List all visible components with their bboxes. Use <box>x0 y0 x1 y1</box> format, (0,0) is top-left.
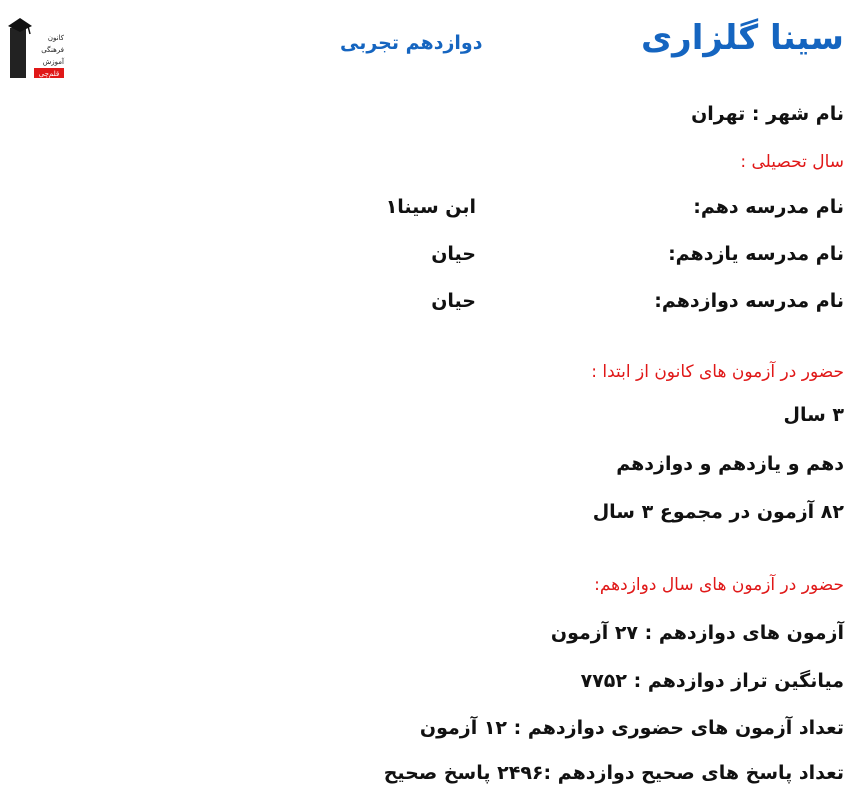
school-11-label: نام مدرسه یازدهم: <box>668 243 844 265</box>
academic-years-label: سال تحصیلی : <box>740 152 844 172</box>
student-name: سینا گلزاری <box>641 18 844 58</box>
school-12-label: نام مدرسه دوازدهم: <box>654 290 844 312</box>
grade-label: دوازدهم تجربی <box>340 32 483 54</box>
school-10-value: ابن سینا۱ <box>385 196 476 218</box>
grade12-correct-answers: تعداد پاسخ های صحیح دوازدهم :۲۴۹۶ پاسخ صحیح <box>383 762 844 784</box>
grade12-in-person: تعداد آزمون های حضوری دوازدهم : ۱۲ آزمون <box>419 717 844 739</box>
logo-line: کانون <box>47 34 64 42</box>
grade12-exams: آزمون های دوازدهم : ۲۷ آزمون <box>550 622 844 644</box>
kanoon-total: ۸۲ آزمون در مجموع ۳ سال <box>592 501 844 523</box>
kanoon-logo <box>8 14 66 80</box>
logo-line: آموزش <box>42 58 64 66</box>
kanoon-years: ۳ سال <box>783 404 844 426</box>
school-11-value: حیان <box>431 243 476 265</box>
school-12-value: حیان <box>431 290 476 312</box>
logo-badge: قلم‌چی <box>38 70 60 78</box>
grade12-attendance-title: حضور در آزمون های سال دوازدهم: <box>594 575 844 595</box>
kanoon-grades: دهم و یازدهم و دوازدهم <box>616 453 844 475</box>
logo-line: فرهنگی <box>41 46 64 54</box>
kanoon-attendance-title: حضور در آزمون های کانون از ابتدا : <box>591 362 844 382</box>
city-line: نام شهر : تهران <box>691 103 844 125</box>
school-10-label: نام مدرسه دهم: <box>693 196 844 218</box>
grade12-average: میانگین تراز دوازدهم : ۷۷۵۲ <box>580 670 844 692</box>
